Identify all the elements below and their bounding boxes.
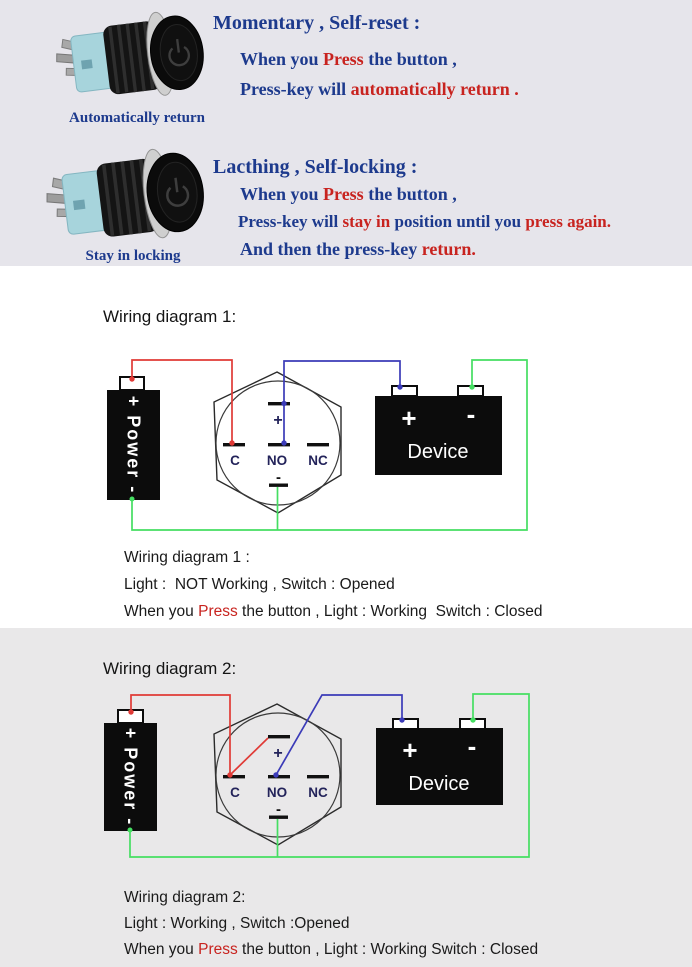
- wiring2-note-2: Light : Working , Switch :Opened: [124, 915, 350, 932]
- device-block: [375, 396, 502, 475]
- device-minus-label: -: [467, 731, 477, 761]
- led-minus-label: -: [276, 469, 281, 486]
- junction-dot: [397, 384, 402, 389]
- device-plus-label: +: [401, 403, 417, 433]
- junction-dot: [128, 828, 133, 833]
- terminal-nc-bar: [307, 775, 329, 778]
- power-label: + Power -: [123, 395, 144, 495]
- base-detail: [73, 199, 85, 210]
- terminal-no-bar: [268, 443, 290, 446]
- junction-dot: [469, 384, 474, 389]
- wiring-diagram-2: [0, 660, 692, 890]
- led-plus-label: +: [273, 745, 283, 762]
- push-button-illustration: [42, 146, 218, 250]
- device-plus-label: +: [402, 735, 418, 765]
- base-detail: [81, 59, 93, 69]
- wiring-diagram-1-title: Wiring diagram 1:: [103, 307, 237, 326]
- momentary-line-2: Press-key will automatically return .: [240, 79, 519, 99]
- terminal-c-label: C: [230, 453, 240, 468]
- terminal-c-label: C: [230, 785, 240, 800]
- junction-dot: [227, 772, 232, 777]
- junction-dot: [128, 709, 133, 714]
- led-plus-label: +: [273, 412, 283, 429]
- heading-momentary: Momentary , Self-reset :: [213, 12, 421, 34]
- device-terminal-tab-plus: [393, 719, 418, 729]
- power-label: + Power -: [120, 727, 141, 827]
- caption-automatically-return: Automatically return: [69, 110, 205, 126]
- power-symbol-line: [177, 39, 179, 52]
- power-symbol-line: [176, 178, 178, 192]
- junction-dot: [399, 717, 404, 722]
- wiring2-note-1: Wiring diagram 2:: [124, 889, 246, 906]
- terminal-no-label: NO: [266, 453, 288, 468]
- terminal-nc-label: NC: [308, 453, 328, 468]
- device-name-label: Device: [408, 773, 470, 795]
- led-plus-bar: [268, 402, 290, 405]
- junction-dot: [229, 440, 234, 445]
- terminal-nc-label: NC: [308, 785, 328, 800]
- led-plus-bar: [268, 735, 290, 738]
- junction-dot: [129, 376, 134, 381]
- wiring1-note-2: Light : NOT Working , Switch : Opened: [124, 576, 395, 593]
- junction-dot: [273, 772, 278, 777]
- device-minus-label: -: [466, 399, 476, 429]
- device-name-label: Device: [407, 441, 469, 463]
- wiring-diagram-2-title: Wiring diagram 2:: [103, 659, 237, 678]
- junction-dot: [470, 717, 475, 722]
- terminal-no-bar: [268, 775, 290, 778]
- latching-line-2: Press-key will stay in position until you press again.: [238, 212, 611, 231]
- wiring-diagram-1: [0, 330, 692, 560]
- heading-latching: Lacthing , Self-locking :: [213, 156, 418, 178]
- terminal-nc-bar: [307, 443, 329, 446]
- push-button-illustration: [52, 8, 217, 108]
- latching-line-1: When you Press the button ,: [240, 184, 457, 204]
- momentary-button-photo: [52, 8, 217, 113]
- junction-dot: [281, 401, 286, 406]
- terminal-no-label: NO: [266, 785, 288, 800]
- momentary-line-1: When you Press the button ,: [240, 49, 457, 69]
- caption-stay-in-locking: Stay in locking: [85, 248, 181, 264]
- led-minus-label: -: [276, 801, 281, 818]
- wiring1-note-1: Wiring diagram 1 :: [124, 549, 250, 566]
- junction-dot: [281, 440, 286, 445]
- wire-red-jumper: [230, 738, 268, 775]
- device-terminal-tab-plus: [392, 386, 417, 396]
- latching-line-3: And then the press-key return.: [240, 239, 476, 259]
- latching-button-photo: [42, 146, 218, 255]
- wiring2-note-3: When you Press the button , Light : Working Switch : Closed: [124, 941, 539, 958]
- terminal-c-bar: [223, 775, 245, 778]
- wiring1-note-3: When you Press the button , Light : Working Switch : Closed: [124, 603, 543, 620]
- junction-dot: [130, 497, 135, 502]
